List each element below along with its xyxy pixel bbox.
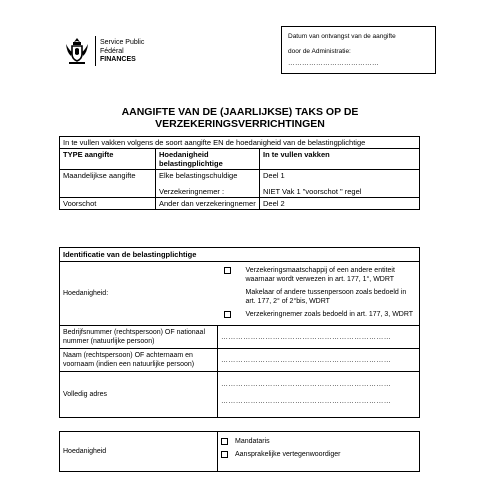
dotted-line-2: …………………………………………………………… — [221, 398, 392, 405]
checkbox[interactable] — [221, 451, 228, 458]
naam-label: Naam (rechtspersoon) OF achternaam en voornaam (indien een natuurlijke persoon) — [60, 349, 218, 372]
brand-line-1: Service Public — [100, 39, 145, 46]
option-verzekeringsmaatschappij[interactable] — [224, 266, 417, 284]
row3-quality: Ander dan verzekeringnemer — [156, 198, 260, 210]
adres-field[interactable] — [218, 372, 420, 418]
option-label: Verzekeringnemer zoals bedoeld in art. 177, 3, WDRT — [245, 311, 414, 318]
identification-table — [59, 247, 420, 472]
title-line-1: AANGIFTE VAN DE (JAARLIJKSE) TAKS OP DE — [121, 106, 359, 118]
hoedanigheid-options — [218, 262, 420, 326]
col-type-header: TYPE aangifte — [60, 149, 156, 170]
brand-line-2: Fédéral — [100, 47, 124, 55]
row1-quality: Elke belastingschuldige — [156, 170, 260, 182]
row2-type — [60, 181, 156, 198]
checkbox[interactable] — [224, 311, 231, 318]
option-label: Mandataris — [235, 438, 270, 445]
option-makelaar[interactable] — [224, 288, 417, 306]
option-label: Aansprakelijke vertegenwoordiger — [235, 451, 341, 458]
instructions-table — [59, 136, 420, 210]
identification-title: Identificatie van de belastingplichtige — [60, 248, 420, 262]
belgian-coat-of-arms-icon — [63, 36, 91, 66]
bedrijfsnummer-field[interactable] — [218, 326, 420, 349]
row2-fields: NIET Vak 1 "voorschot " regel — [260, 181, 420, 198]
option-vertegenwoordiger[interactable] — [221, 450, 416, 459]
logo-divider — [95, 36, 96, 66]
receipt-label-2: door de Administratie: — [288, 48, 351, 55]
naam-field[interactable] — [218, 349, 420, 372]
row3-type: Voorschot — [60, 198, 156, 210]
option-label: Verzekeringsmaatschappij of een andere entiteit waarnaar wordt verwezen in art. 177, 1°, WDRT — [245, 267, 395, 283]
instructions-note: In te vullen vakken volgens de soort aangifte EN de hoedanigheid van de belastingplichtige — [60, 137, 420, 149]
dotted-line: …………………………………………………………… — [221, 333, 392, 341]
option-label: Makelaar of andere tussenpersoon zoals bedoeld in art. 177, 2° of 2°bis, WDRT — [245, 289, 407, 305]
bedrijfsnummer-label: Bedrijfsnummer (rechtspersoon) OF nationaal nummer (natuurlijke persoon) — [60, 326, 218, 349]
spacer-row — [60, 418, 420, 432]
dotted-line-1: …………………………………………………………… — [221, 381, 392, 388]
hoedanigheid-label: Hoedanigheid: — [60, 262, 218, 326]
row2-quality: Verzekeringnemer : — [156, 181, 260, 198]
hoedanigheid2-options — [218, 432, 420, 472]
option-verzekeringnemer[interactable] — [224, 310, 417, 319]
dotted-line: …………………………………………………………… — [221, 356, 392, 364]
checkbox[interactable] — [224, 267, 231, 274]
receipt-date-box — [281, 26, 436, 74]
adres-label: Volledig adres — [60, 372, 218, 418]
row3-fields: Deel 2 — [260, 198, 420, 210]
receipt-date-field[interactable]: ………………………………… — [288, 60, 379, 67]
brand-line-3: FINANCES — [100, 56, 136, 63]
brand-text — [100, 39, 144, 65]
page-title — [60, 106, 420, 130]
col-quality-header: Hoedanigheid belastingplichtige — [156, 149, 260, 170]
col-fields-header: In te vullen vakken — [260, 149, 420, 170]
option-mandataris[interactable] — [221, 437, 416, 446]
row1-type: Maandelijkse aangifte — [60, 170, 156, 182]
checkbox[interactable] — [221, 438, 228, 445]
row1-fields: Deel 1 — [260, 170, 420, 182]
receipt-label-1: Datum van ontvangst van de aangifte — [288, 33, 396, 40]
title-line-2: VERZEKERINGSVERRICHTINGEN — [155, 118, 325, 130]
hoedanigheid2-label: Hoedanigheid — [60, 432, 218, 472]
